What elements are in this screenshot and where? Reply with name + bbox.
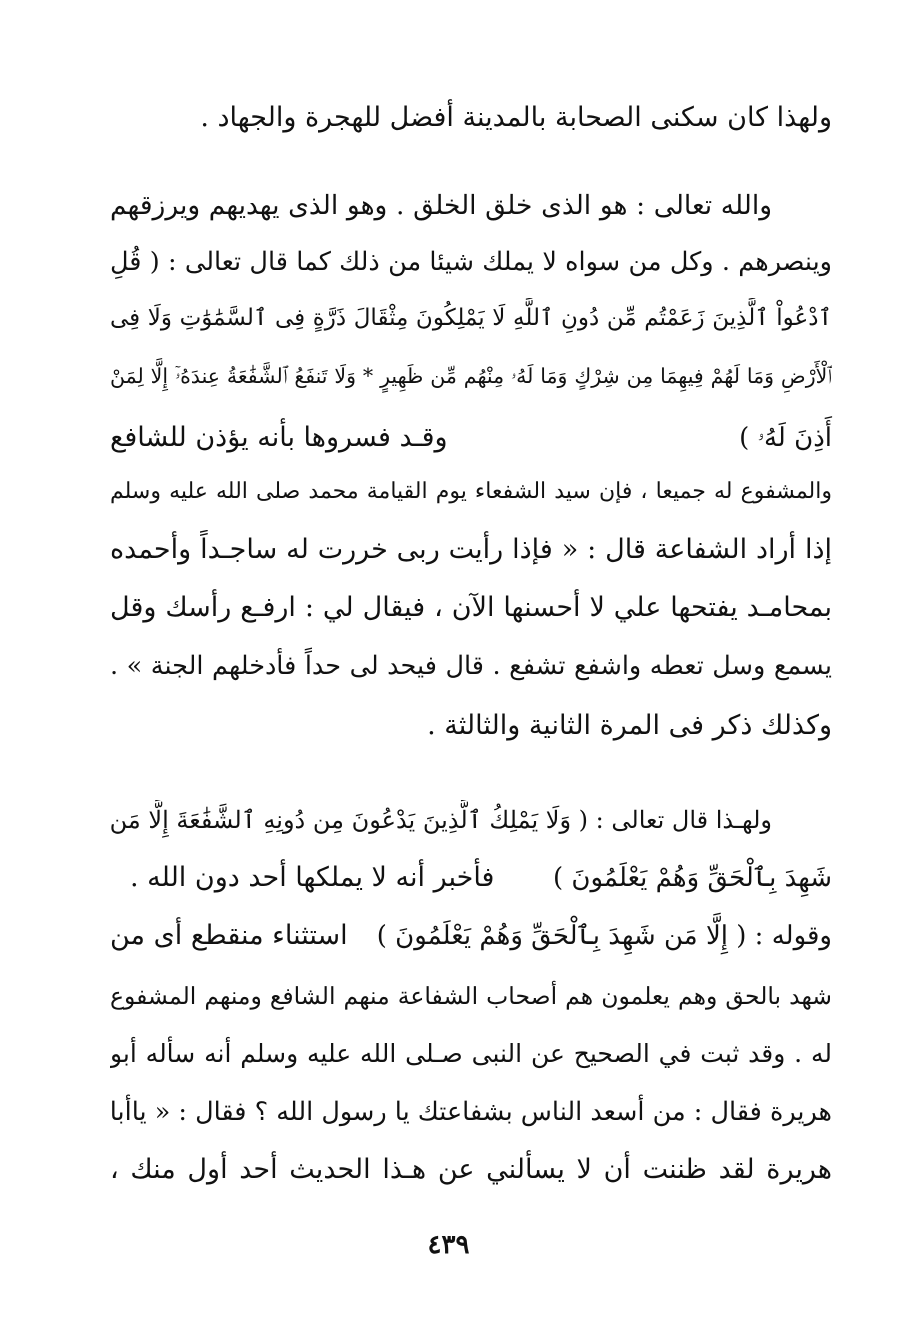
split-line [110, 858, 832, 898]
quran-verse-line: ٱدْعُواْ ٱلَّذِينَ زَعَمْتُم مِّن دُونِ ٱللَّهِ لَا يَمْلِكُونَ مِثْقَالَ ذَرَّةٍ فِى ٱلسَّمَٰوَٰتِ وَلَا فِى [110, 305, 832, 331]
text-line: والمشفوع له جميعا ، فإن سيد الشفعاء يوم القيامة محمد صلى الله عليه وسلم [110, 479, 832, 504]
split-line [110, 916, 832, 956]
split-line [110, 418, 832, 458]
quran-verse-line: ٱلْأَرْضِ وَمَا لَهُمْ فِيهِمَا مِن شِرْكٍ وَمَا لَهُۥ مِنْهُم مِّن ظَهِيرٍ * وَلَا تَنفَعُ ٱلشَّفَٰعَةُ عِندَهُۥٓ إِلَّا لِمَنْ [110, 364, 832, 388]
text-line: هريرة لقد ظننت أن لا يسألني عن هـذا الحديث أحد أول منك ، [110, 1154, 832, 1185]
text-line: وكذلك ذكر فى المرة الثانية والثالثة . [427, 710, 832, 741]
text-line: وينصرهم . وكل من سواه لا يملك شيئا من ذلك كما قال تعالى : ( قُلِ [110, 247, 832, 277]
text-line: ولهذا كان سكنى الصحابة بالمدينة أفضل للهجرة والجهاد . [200, 102, 832, 133]
page-number: ٤٣٩ [427, 1230, 470, 1260]
text-line: شهد بالحق وهم يعلمون هم أصحاب الشفاعة منهم الشافع ومنهم المشفوع [110, 982, 832, 1010]
text-segment: استثناء منقطع أى من [110, 920, 348, 951]
text-segment: وقـد فسروها بأنه يؤذن للشافع [110, 422, 448, 453]
text-segment: فأخبر أنه لا يملكها أحد دون الله . [130, 862, 495, 893]
text-line: والله تعالى : هو الذى خلق الخلق . وهو الذى يهديهم ويرزقهم [110, 190, 772, 221]
quran-verse-end: شَهِدَ بِٱلْحَقِّ وَهُمْ يَعْلَمُونَ ) [553, 863, 832, 893]
text-line: بمحامـد يفتحها علي لا أحسنها الآن ، فيقال لي : ارفـع رأسك وقل [110, 592, 832, 623]
text-line: إذا أراد الشفاعة قال : « فإذا رأيت ربى خررت له ساجـداً وأحمده [110, 534, 832, 565]
quran-verse-end: أَذِنَ لَهُۥ ) [739, 423, 832, 453]
text-line: يسمع وسل تعطه واشفع تشفع . قال فيحد لى حداً فأدخلهم الجنة » . [110, 651, 832, 681]
text-line: له . وقد ثبت في الصحيح عن النبى صـلى الله عليه وسلم أنه سأله أبو [110, 1039, 832, 1068]
text-line: هريرة فقال : من أسعد الناس بشفاعتك يا رسول الله ؟ فقال : « ياأبا [110, 1097, 832, 1127]
quran-verse-inline: وقوله : ( إِلَّا مَن شَهِدَ بِٱلْحَقِّ وَهُمْ يَعْلَمُونَ ) [376, 921, 832, 951]
quran-verse-line: ولهـذا قال تعالى : ( وَلَا يَمْلِكُ ٱلَّذِينَ يَدْعُونَ مِن دُونِهِ ٱلشَّفَٰعَةَ إِلَّا مَن [110, 806, 772, 834]
